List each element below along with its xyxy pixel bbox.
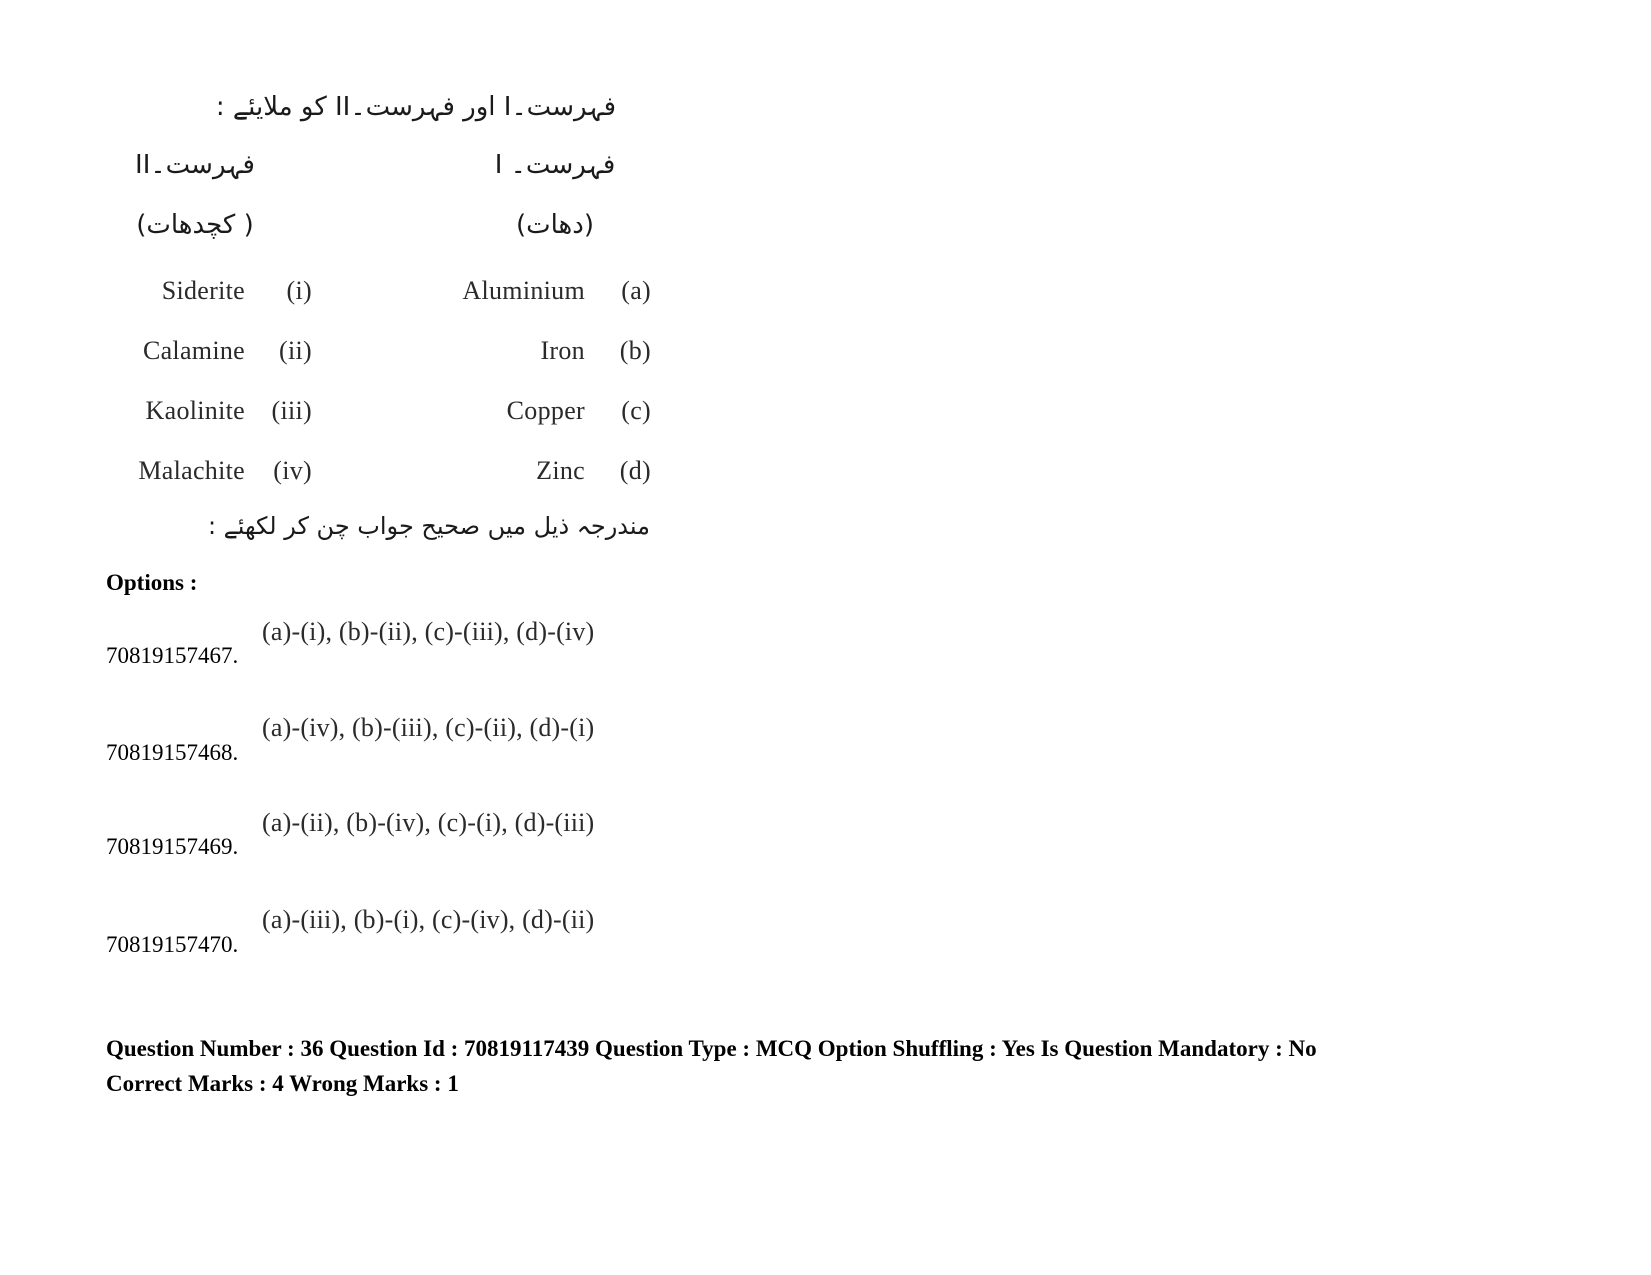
option-text: (a)-(i), (b)-(ii), (c)-(iii), (d)-(iv): [262, 617, 595, 646]
list1-label: (b): [619, 336, 651, 365]
option-id: 70819157467.: [106, 643, 239, 668]
list2-subheading: ( کچدھات): [136, 210, 254, 240]
list2-label: (ii): [279, 336, 312, 365]
list1-item: Zinc: [536, 456, 585, 485]
question-marks-line: Correct Marks : 4 Wrong Marks : 1: [106, 1071, 459, 1096]
list2-label: (iii): [271, 396, 312, 425]
list1-subheading: (دھات): [516, 210, 594, 240]
options-heading: Options :: [106, 570, 198, 595]
choose-instruction: مندرجہ ذیل میں صحیح جواب چن کر لکھئے :: [207, 512, 650, 540]
option-text: (a)-(ii), (b)-(iv), (c)-(i), (d)-(iii): [262, 808, 595, 837]
list2-item: Kaolinite: [145, 396, 245, 425]
list1-label: (c): [621, 396, 651, 425]
option-text: (a)-(iv), (b)-(iii), (c)-(ii), (d)-(i): [262, 713, 595, 742]
question-instruction: فہرست۔I اور فہرست۔II کو ملایئے :: [215, 92, 616, 122]
list1-item: Iron: [540, 336, 585, 365]
list1-label: (a): [621, 276, 651, 305]
list2-label: (i): [286, 276, 312, 305]
list1-item: Copper: [506, 396, 585, 425]
list2-label: (iv): [273, 456, 312, 485]
list2-item: Calamine: [142, 336, 245, 365]
list1-label: (d): [619, 456, 651, 485]
list1-item: Aluminium: [462, 276, 585, 305]
option-id: 70819157468.: [106, 740, 239, 765]
list2-item: Malachite: [138, 456, 245, 485]
list2-heading: فہرست۔II: [135, 150, 255, 180]
list2-item: Siderite: [161, 276, 245, 305]
list1-heading: فہرست۔ I: [494, 150, 616, 180]
question-meta-line: Question Number : 36 Question Id : 70819117439 Question Type : MCQ Option Shuffling : Yes Is Question Mandatory : No: [106, 1036, 1317, 1061]
option-id: 70819157469.: [106, 834, 239, 859]
option-id: 70819157470.: [106, 932, 239, 957]
option-text: (a)-(iii), (b)-(i), (c)-(iv), (d)-(ii): [262, 905, 595, 934]
